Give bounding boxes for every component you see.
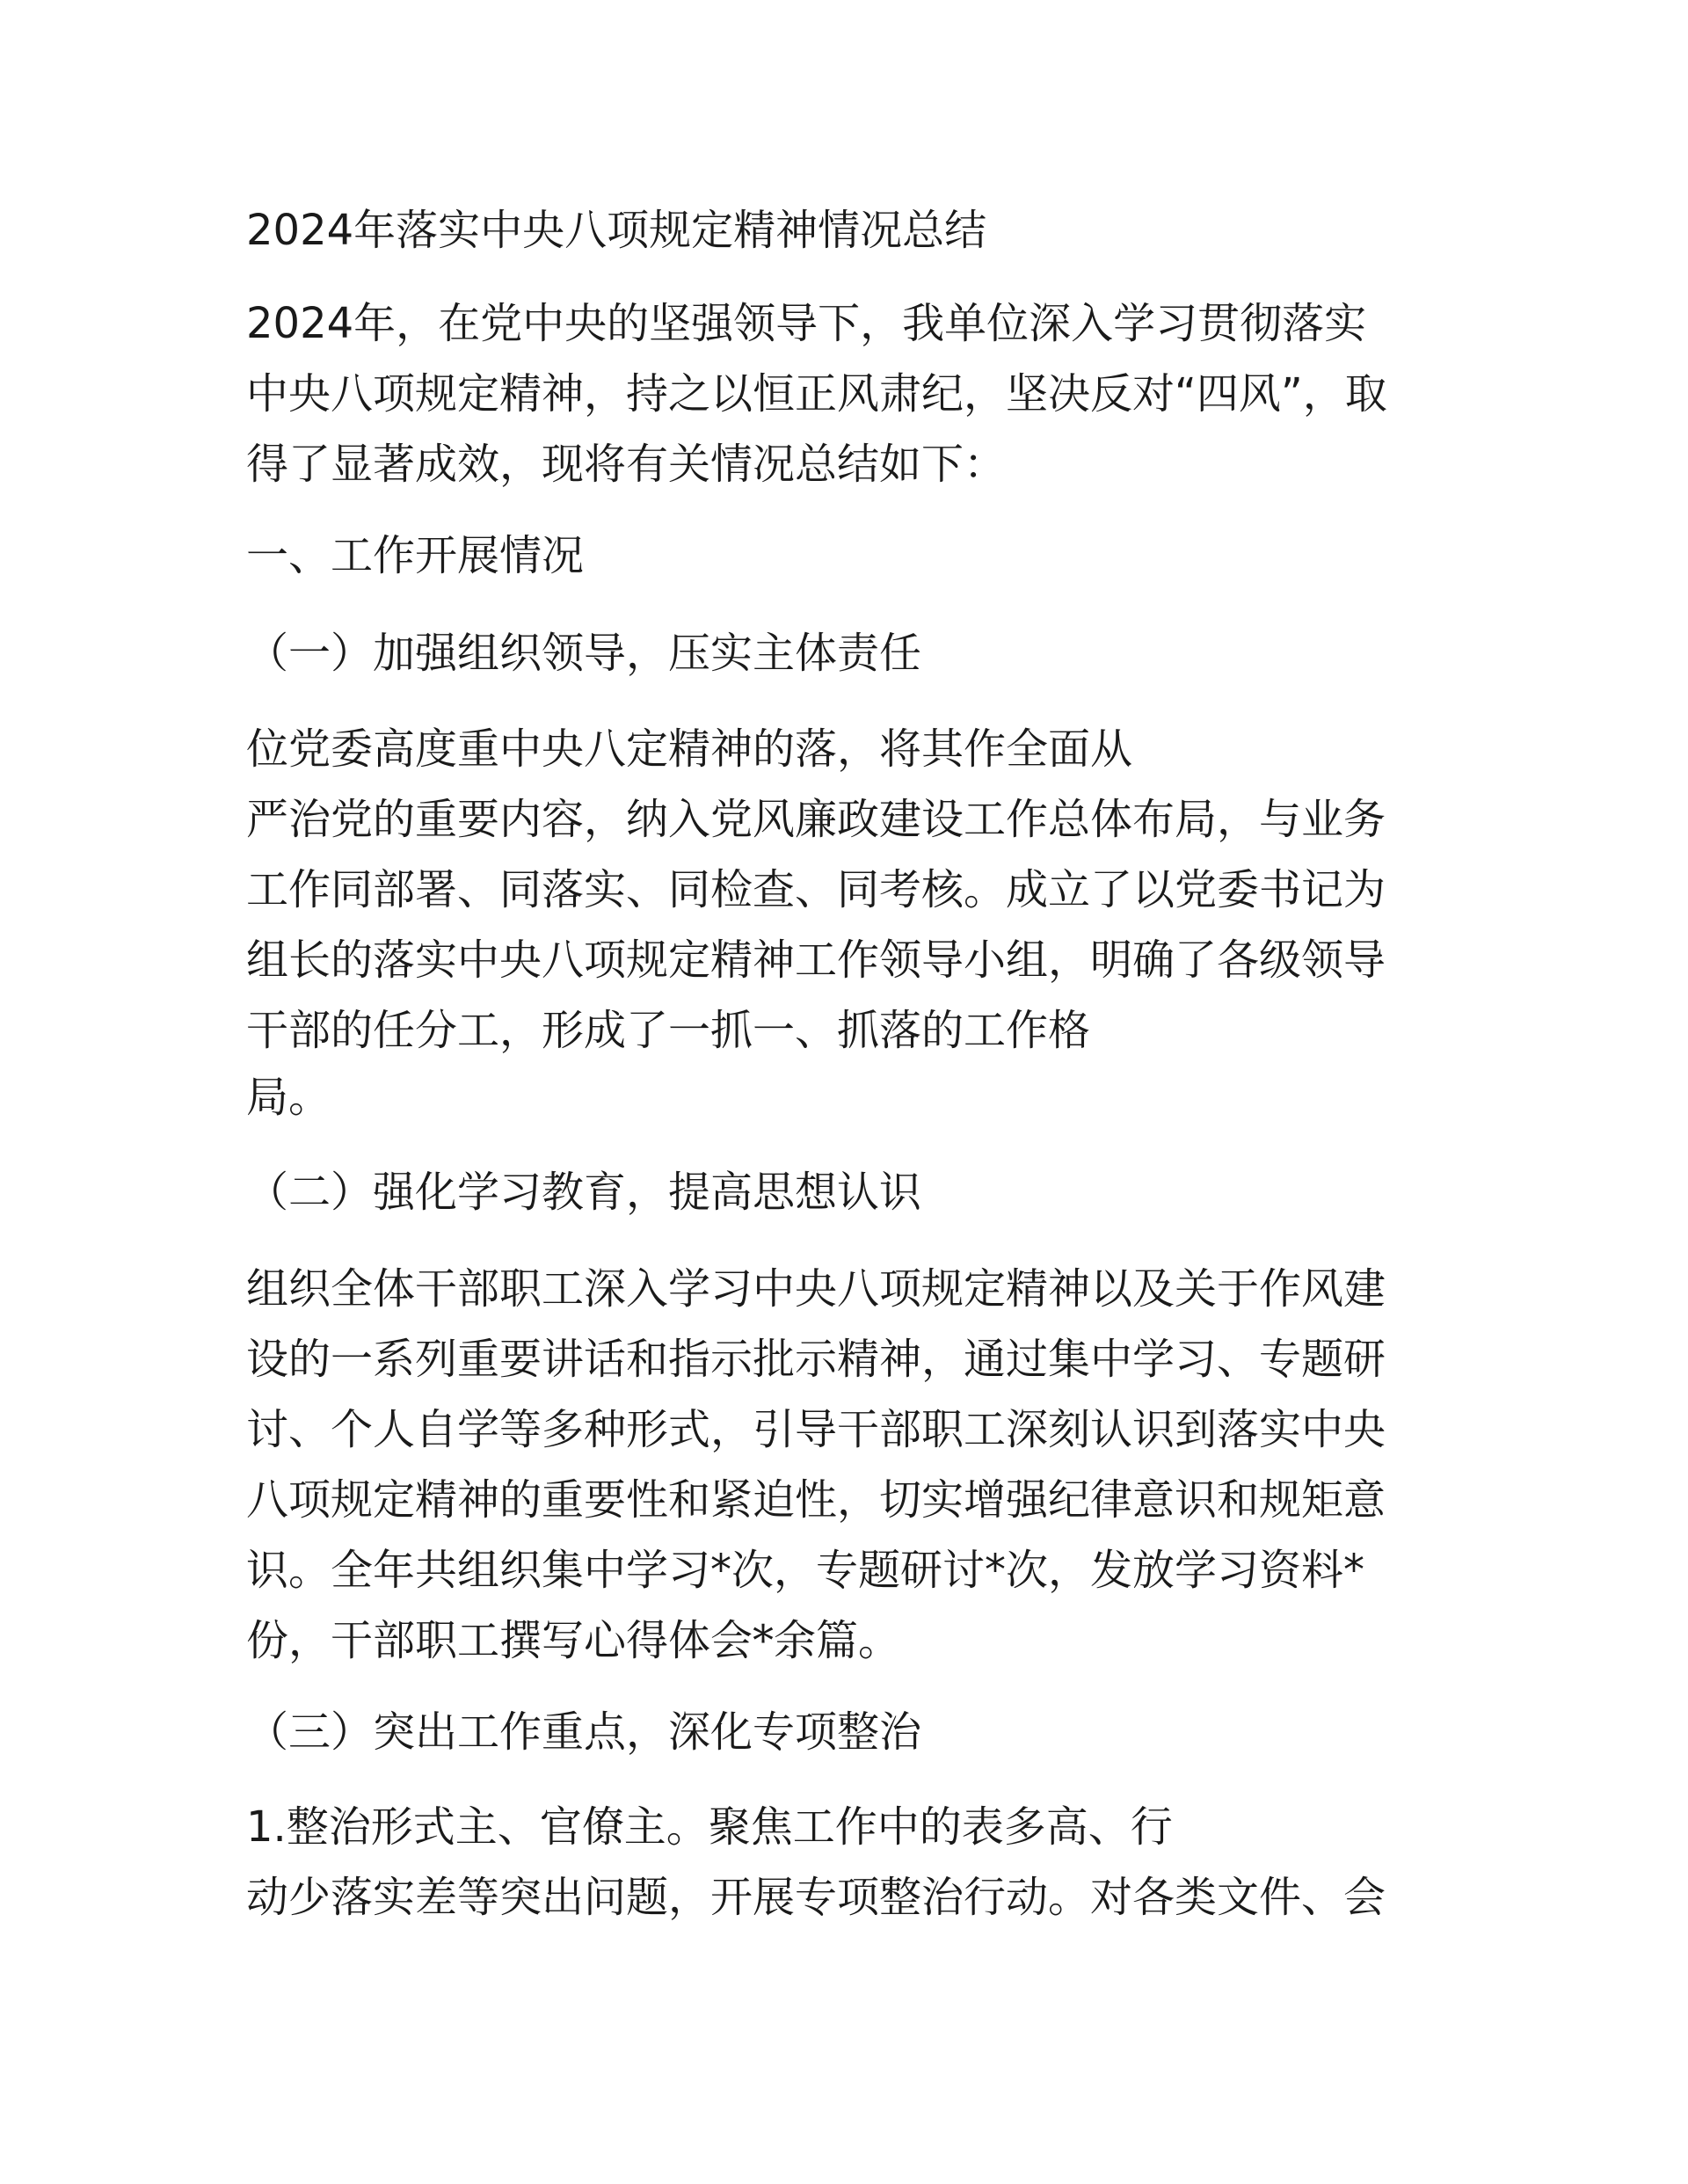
body-line: 1.整治形式主、官僚主。聚焦工作中的表多高、行: [246, 1802, 1173, 1852]
document-title: 2024年落实中央八项规定精神情况总结: [246, 206, 987, 255]
subsection-heading: （一）加强组织领导，压实主体责任: [246, 629, 922, 678]
subsection-heading: （二）强化学习教育，提高思想认识: [246, 1168, 922, 1217]
body-line: 局。: [246, 1073, 331, 1122]
intro-line: 中央八项规定精神，持之以恒正风肃纪，坚决反对“四风”，取: [246, 369, 1387, 419]
body-line: 份，干部职工撰写心得体会*余篇。: [246, 1616, 901, 1665]
section-heading: 一、工作开展情况: [246, 531, 585, 580]
body-line: 严治党的重要内容，纳入党风廉政建设工作总体布局，与业务: [246, 795, 1386, 844]
body-line: 组长的落实中央八项规定精神工作领导小组，明确了各级领导: [246, 935, 1386, 985]
body-line: 位党委高度重中央八定精神的落，将其作全面从: [246, 724, 1133, 774]
body-line: 动少落实差等突出问题，开展专项整治行动。对各类文件、会: [246, 1873, 1386, 1922]
body-line: 组织全体干部职工深入学习中央八项规定精神以及关于作风建: [246, 1264, 1386, 1314]
subsection-heading: （三）突出工作重点，深化专项整治: [246, 1707, 922, 1757]
body-line: 讨、个人自学等多种形式，引导干部职工深刻认识到落实中央: [246, 1405, 1386, 1454]
body-line: 识。全年共组织集中学习*次，专题研讨*次，发放学习资料*: [246, 1546, 1365, 1595]
intro-line: 得了显著成效，现将有关情况总结如下：: [246, 440, 1007, 489]
body-line: 工作同部署、同落实、同检查、同考核。成立了以党委书记为: [246, 865, 1386, 914]
intro-line: 2024年，在党中央的坚强领导下，我单位深入学习贯彻落实: [246, 299, 1367, 348]
body-line: 干部的任分工，形成了一抓一、抓落的工作格: [246, 1006, 1091, 1055]
body-line: 设的一系列重要讲话和指示批示精神，通过集中学习、专题研: [246, 1335, 1386, 1384]
body-line: 八项规定精神的重要性和紧迫性，切实增强纪律意识和规矩意: [246, 1475, 1386, 1525]
